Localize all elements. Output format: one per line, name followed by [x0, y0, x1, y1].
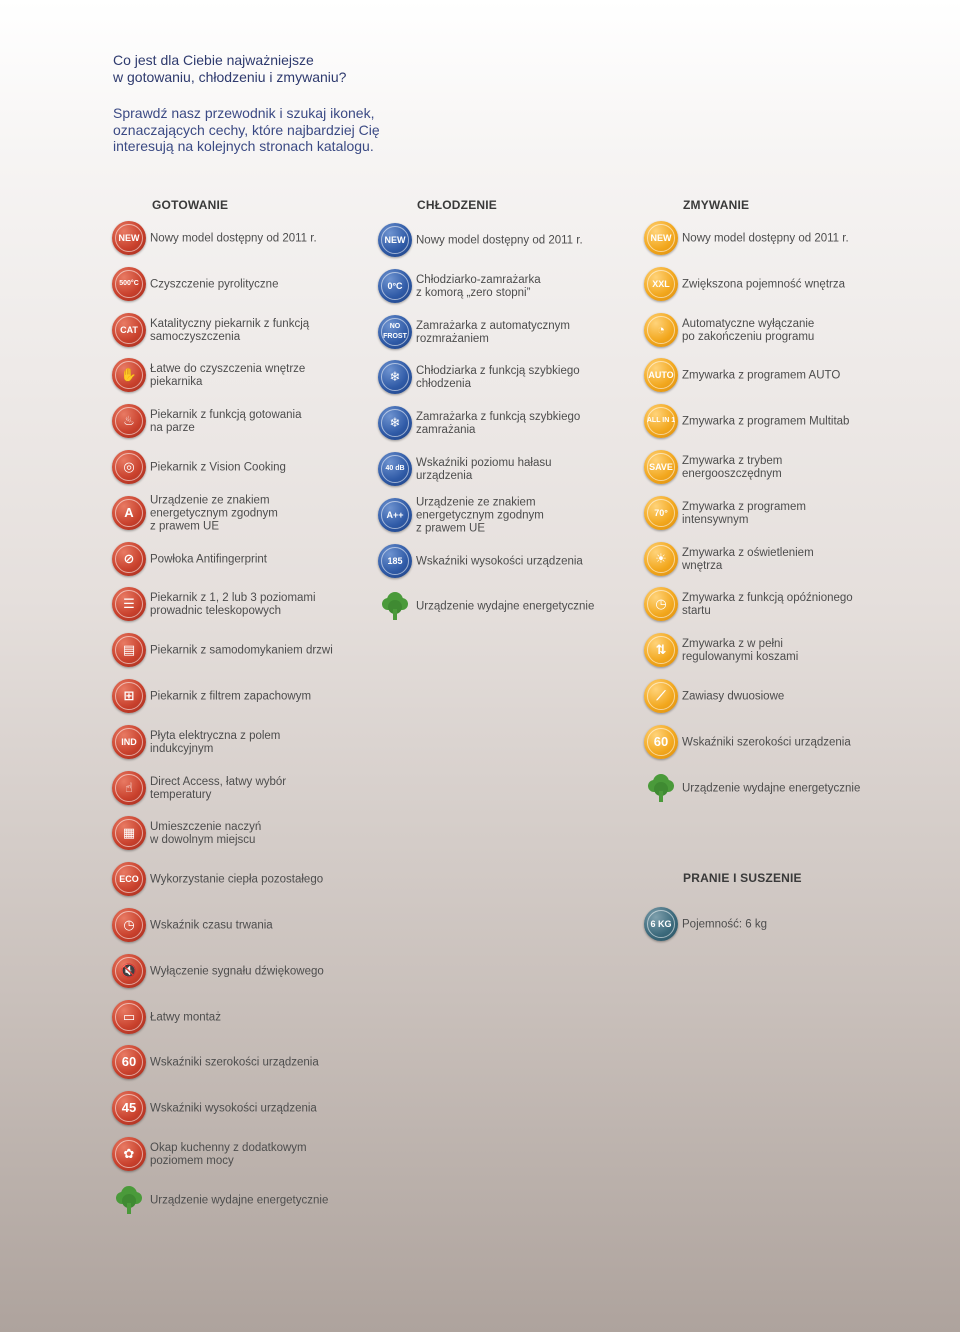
feature-label: Zawiasy dwuosiowe — [682, 690, 785, 703]
feature-item — [112, 679, 372, 715]
feature-badge-icon — [378, 360, 412, 394]
feature-label: Zwiększona pojemność wnętrza — [682, 278, 845, 291]
feature-label: Piekarnik z filtrem zapachowym — [150, 690, 312, 703]
feature-label: Nowy model dostępny od 2011 r. — [150, 232, 317, 245]
feature-label: Nowy model dostępny od 2011 r. — [682, 232, 849, 245]
feature-badge-text: 6 KG — [650, 919, 672, 929]
feature-badge-text: ☀ — [655, 550, 667, 566]
feature-badge-icon — [644, 221, 678, 255]
feature-item — [644, 358, 904, 394]
feature-item — [644, 725, 904, 761]
feature-label: Piekarnik z Vision Cooking — [150, 461, 286, 474]
feature-badge-icon — [112, 725, 146, 759]
feature-item — [112, 496, 372, 532]
heading-cooking: GOTOWANIE — [152, 198, 229, 212]
feature-badge-icon — [112, 908, 146, 942]
feature-item — [644, 679, 904, 715]
feature-item — [644, 907, 904, 943]
feature-badge-icon — [644, 450, 678, 484]
feature-item — [644, 404, 904, 440]
feature-badge-icon — [644, 542, 678, 576]
feature-badge-icon — [378, 315, 412, 349]
feature-badge-icon — [644, 587, 678, 621]
feature-label: Zamrażarka z automatycznym rozmrażaniem — [416, 319, 571, 345]
feature-badge-text: XXL — [652, 278, 670, 289]
feature-label: Zmywarka z programem AUTO — [682, 369, 841, 382]
intro — [113, 52, 473, 155]
feature-badge-icon — [112, 221, 146, 255]
feature-badge-text: A++ — [386, 509, 404, 520]
feature-item — [112, 633, 372, 669]
feature-item — [112, 862, 372, 898]
feature-badge-text: ♨ — [123, 413, 135, 429]
heading-washing: ZMYWANIE — [683, 198, 750, 212]
feature-label: Wskaźniki poziomu hałasu urządzenia — [416, 457, 552, 482]
feature-badge-text: NEW — [118, 233, 140, 243]
feature-label: Wskaźnik czasu trwania — [150, 919, 273, 932]
feature-label: Wskaźniki szerokości urządzenia — [682, 736, 851, 749]
feature-label: Piekarnik z funkcją gotowania na parze — [150, 409, 302, 435]
feature-item — [378, 269, 638, 305]
feature-label: Czyszczenie pyrolityczne — [150, 278, 279, 291]
feature-badge-icon — [112, 587, 146, 621]
feature-item — [112, 267, 372, 303]
feature-badge-icon — [378, 452, 412, 486]
feature-badge-text: NO FROST — [383, 322, 407, 340]
feature-label: Automatyczne wyłączanie po zakończeniu programu — [682, 317, 815, 343]
feature-badge-icon — [112, 313, 146, 347]
feature-badge-text: ▦ — [122, 825, 136, 841]
feature-label: Urządzenie ze znakiem energetycznym zgodnym z prawem UE — [416, 496, 544, 535]
feature-item — [378, 360, 638, 396]
heading-laundry: PRANIE I SUSZENIE — [683, 871, 802, 885]
feature-badge-text: NEW — [650, 233, 672, 243]
feature-label: Zmywarka z programem Multitab — [682, 415, 850, 428]
feature-badge-icon — [112, 1137, 146, 1171]
feature-badge-text: SAVE — [649, 462, 673, 472]
feature-item — [112, 816, 372, 852]
feature-badge-text: 70° — [654, 507, 668, 518]
feature-item — [378, 498, 638, 534]
feature-item — [112, 1137, 372, 1173]
feature-badge-text: IND — [121, 736, 137, 747]
feature-item — [112, 725, 372, 761]
feature-label: Wskaźniki szerokości urządzenia — [150, 1056, 319, 1069]
feature-badge-text: ◎ — [123, 459, 135, 474]
feature-badge-text: ❄ — [389, 369, 401, 385]
feature-badge-text: 🔇 — [120, 962, 138, 978]
feature-badge-icon — [378, 498, 412, 532]
feature-item — [644, 496, 904, 532]
feature-badge-icon — [112, 1045, 146, 1079]
feature-item — [112, 1045, 372, 1081]
feature-badge-text: ◷ — [655, 596, 667, 612]
feature-badge-text: ◷ — [123, 917, 135, 932]
feature-badge-icon — [112, 679, 146, 713]
feature-item — [112, 771, 372, 807]
feature-item — [112, 450, 372, 486]
feature-badge-icon — [378, 269, 412, 303]
feature-badge-text: ✋ — [120, 367, 138, 383]
feature-badge-icon — [112, 1000, 146, 1034]
feature-badge-text: A — [124, 504, 134, 520]
intro-question: Co jest dla Ciebie najważniejsze w gotowaniu, chłodzeniu i zmywaniu? — [113, 52, 347, 85]
feature-badge-icon — [112, 633, 146, 667]
feature-badge-icon — [112, 404, 146, 438]
feature-label: Zmywarka z w pełni regulowanymi koszami — [682, 638, 799, 664]
feature-badge-text: ⟋ — [656, 688, 666, 703]
feature-item — [112, 1091, 372, 1127]
feature-label: Umieszczenie naczyń w dowolnym miejscu — [150, 821, 262, 847]
feature-badge-icon — [112, 862, 146, 896]
feature-label: Piekarnik z 1, 2 lub 3 poziomami prowadnic teleskopowych — [150, 592, 316, 618]
feature-label: Chłodziarko-zamrażarka z komorą „zero stopni” — [416, 273, 541, 299]
feature-label: Urządzenie wydajne energetycznie — [150, 1194, 329, 1207]
feature-label: Chłodziarka z funkcją szybkiego chłodzenia — [416, 365, 580, 391]
feature-badge-text: ⊞ — [123, 688, 135, 703]
feature-badge-icon — [644, 633, 678, 667]
feature-label: Urządzenie ze znakiem energetycznym zgodnym z prawem UE — [150, 494, 278, 533]
feature-item — [112, 404, 372, 440]
feature-label: Płyta elektryczna z polem indukcyjnym — [150, 729, 281, 755]
feature-label: Łatwe do czyszczenia wnętrze piekarnika — [150, 363, 306, 389]
feature-badge-text: AUTO — [648, 370, 674, 381]
feature-label: Zmywarka z funkcją opóźnionego startu — [682, 592, 853, 618]
feature-item — [644, 313, 904, 349]
feature-item — [644, 267, 904, 303]
feature-badge-icon — [644, 267, 678, 301]
feature-badge-text: 500°C — [119, 279, 139, 287]
feature-badge-text: ECO — [119, 874, 139, 885]
feature-label: Katalityczny piekarnik z funkcją samoczyszczenia — [150, 317, 310, 343]
feature-label: Wyłączenie sygnału dźwiękowego — [150, 965, 324, 978]
feature-item — [378, 315, 638, 351]
feature-item — [112, 587, 372, 623]
feature-badge-icon — [644, 358, 678, 392]
feature-label: Okap kuchenny z dodatkowym poziomem mocy — [150, 1142, 307, 1167]
feature-item — [644, 771, 904, 807]
feature-item — [378, 406, 638, 442]
feature-badge-text: ☰ — [123, 596, 135, 612]
feature-badge-icon — [112, 496, 146, 530]
feature-item — [112, 542, 372, 578]
feature-label: Nowy model dostępny od 2011 r. — [416, 234, 583, 247]
feature-label: Wykorzystanie ciepła pozostałego — [150, 873, 324, 886]
feature-item — [378, 452, 638, 488]
feature-badge-icon — [112, 771, 146, 805]
feature-badge-icon — [378, 223, 412, 257]
eco-tree-icon — [378, 589, 412, 623]
feature-badge-text: ◔ — [657, 321, 665, 337]
feature-item — [644, 542, 904, 578]
feature-badge-icon — [644, 907, 678, 941]
feature-label: Zmywarka z trybem energooszczędnym — [682, 455, 783, 480]
feature-label: Zmywarka z programem intensywnym — [682, 500, 806, 526]
feature-item — [378, 589, 638, 625]
feature-label: Zamrażarka z funkcją szybkiego zamrażania — [416, 411, 581, 437]
feature-label: Zmywarka z oświetleniem wnętrza — [682, 546, 814, 572]
feature-label: Direct Access, łatwy wybór temperatury — [150, 775, 287, 801]
feature-item — [112, 221, 372, 257]
feature-badge-text: ⇅ — [655, 642, 667, 658]
intro-description: Sprawdź nasz przewodnik i szukaj ikonek, oznaczających cechy, które najbardziej Cię interesują na kolejnych stronach katalogu. — [113, 105, 380, 154]
feature-badge-text: ❄ — [389, 415, 401, 431]
feature-item — [644, 450, 904, 486]
eco-tree-icon — [644, 771, 678, 805]
feature-badge-text: ⊘ — [123, 550, 135, 566]
feature-badge-text: 0°C — [387, 280, 403, 291]
feature-label: Wskaźniki wysokości urządzenia — [150, 1102, 317, 1115]
feature-badge-text: ☝ — [125, 779, 133, 795]
feature-item — [644, 633, 904, 669]
feature-badge-icon — [378, 406, 412, 440]
feature-item — [378, 544, 638, 580]
feature-item — [644, 587, 904, 623]
feature-item — [644, 221, 904, 257]
feature-badge-icon — [112, 267, 146, 301]
feature-label: Łatwy montaż — [150, 1011, 221, 1024]
feature-badge-icon — [378, 544, 412, 578]
feature-badge-text: 185 — [387, 555, 403, 566]
feature-label: Wskaźniki wysokości urządzenia — [416, 555, 583, 568]
feature-item — [112, 1183, 372, 1219]
feature-badge-text: 60 — [121, 1054, 137, 1070]
feature-badge-icon — [644, 679, 678, 713]
feature-item — [112, 358, 372, 394]
feature-label: Powłoka Antifingerprint — [150, 553, 267, 566]
feature-badge-icon — [112, 542, 146, 576]
feature-badge-icon — [644, 496, 678, 530]
eco-tree-icon — [112, 1183, 146, 1217]
feature-badge-text: ALL IN 1 — [646, 417, 676, 425]
feature-badge-icon — [112, 1091, 146, 1125]
feature-item — [112, 1000, 372, 1036]
feature-badge-text: 60 — [653, 733, 669, 749]
feature-badge-text: 45 — [121, 1100, 137, 1116]
feature-badge-icon — [112, 450, 146, 484]
feature-item — [378, 223, 638, 259]
feature-label: Urządzenie wydajne energetycznie — [682, 782, 861, 795]
feature-badge-icon — [112, 816, 146, 850]
feature-item — [112, 954, 372, 990]
feature-badge-text: NEW — [384, 235, 406, 245]
feature-label: Pojemność: 6 kg — [682, 918, 768, 931]
feature-badge-text: 40 dB — [385, 465, 405, 472]
feature-badge-icon — [644, 313, 678, 347]
feature-label: Piekarnik z samodomykaniem drzwi — [150, 644, 333, 657]
heading-cooling: CHŁODZENIE — [417, 198, 497, 212]
feature-label: Urządzenie wydajne energetycznie — [416, 600, 595, 613]
feature-badge-text: CAT — [120, 324, 138, 335]
feature-badge-icon — [112, 358, 146, 392]
feature-item — [112, 313, 372, 349]
feature-badge-icon — [644, 725, 678, 759]
feature-badge-text: ▭ — [122, 1008, 136, 1024]
feature-item — [112, 908, 372, 944]
feature-badge-icon — [644, 404, 678, 438]
feature-badge-text: ✿ — [123, 1146, 135, 1161]
feature-badge-text: ▤ — [122, 642, 136, 658]
feature-badge-icon — [112, 954, 146, 988]
